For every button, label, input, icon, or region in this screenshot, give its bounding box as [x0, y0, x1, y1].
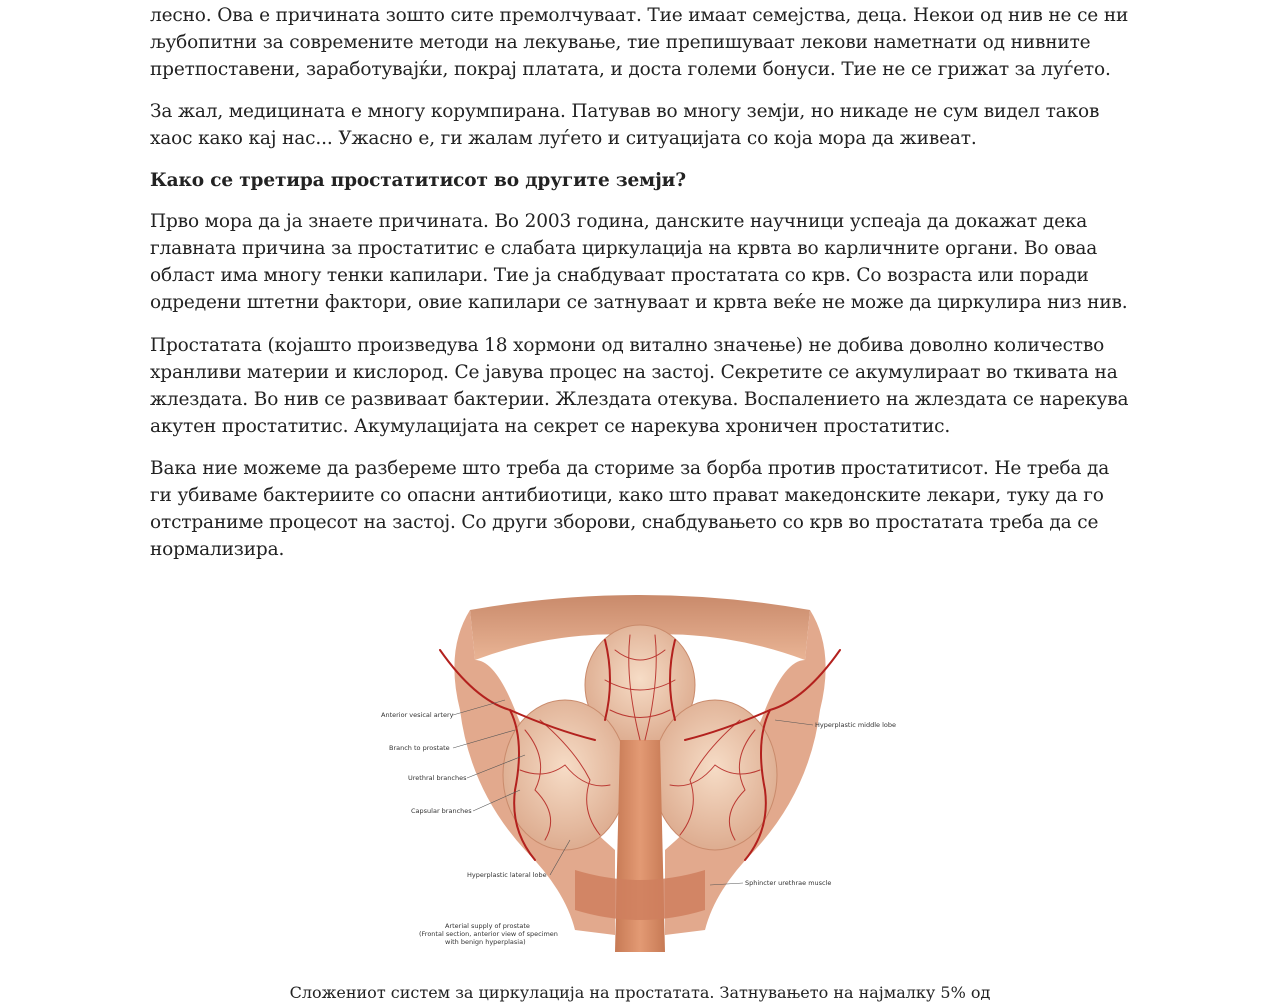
- urethra: [615, 740, 665, 952]
- prostate-anatomy-drawing: [375, 590, 905, 952]
- article-paragraph: Прво мора да ја знаете причината. Во 2003 година, данските научници успеаја да докажат дека главната причина за простатитис е слабата циркулација на крвта во карличните органи. Во оваа област има многу тенки капилари. Тие ја снабдуваат простатата со крв. Со возраста или поради одредени штетни фактори, овие капилари се затнуваат и крвта веќе не може да циркулира низ нив.: [150, 211, 1128, 313]
- label-anterior-vesical-artery: Anterior vesical artery: [381, 711, 454, 719]
- label-hyperplastic-lateral-lobe: Hyperplastic lateral lobe: [467, 871, 547, 879]
- label-hyperplastic-middle-lobe: Hyperplastic middle lobe: [815, 721, 896, 729]
- article-paragraph: лесно. Ова е причината зошто сите премолчуваат. Тие имаат семејства, деца. Некои од нив не се ни љубопитни за современите методи на лекување, тие препишуваат лекови наметнати од нивните претпоставени, заработувајќи, покрај платата, и доста големи бонуси. Тие не се грижат за луѓето.: [150, 5, 1129, 80]
- article-paragraph: Вака ние можеме да разбереме што треба да сториме за борба против простатитисот. Не треба да ги убиваме бактериите со опасни антибиотици, како што прават македонските лекари, туку да го отстраниме процесот на застој. Со други зборови, снабдувањето со крв во простатата треба да се нормализира.: [150, 458, 1110, 560]
- article-paragraph: За жал, медицината е многу корумпирана. Патував во многу земји, но никаде не сум видел таков хаос како кај нас... Ужасно е, ги жалам луѓето и ситуацијата со која мора да живеат.: [150, 101, 1100, 149]
- label-sphincter-urethrae-muscle: Sphincter urethrae muscle: [745, 879, 832, 887]
- article-paragraph: Простатата (којашто произведува 18 хормони од витално значење) не добива доволно количество хранливи материи и кислород. Се јавува процес на застој. Секретите се акумулираат во ткивата на жлездата. Во нив се развиваат бактерии. Жлездата отекува. Воспалението на жлездата се нарекува акутен простатитис. Акумулацијата на секрет се нарекува хроничен простатитис.: [150, 335, 1129, 437]
- right-lateral-lobe: [653, 700, 777, 850]
- section-heading: Како се третира простатитисот во другите земји?: [150, 170, 686, 191]
- prostate-illustration: [375, 590, 905, 952]
- label-branch-to-prostate: Branch to prostate: [389, 744, 450, 752]
- left-lateral-lobe: [503, 700, 627, 850]
- label-urethral-branches: Urethral branches: [408, 774, 467, 782]
- image-caption: Сложениот систем за циркулација на простатата. Затнувањето на најмалку 5% од: [289, 983, 991, 1002]
- figure-caption-line: (Frontal section, anterior view of specimen: [419, 930, 558, 938]
- label-capsular-branches: Capsular branches: [411, 807, 472, 815]
- figure-caption-line: with benign hyperplasia): [445, 938, 526, 946]
- figure-caption-line: Arterial supply of prostate: [445, 922, 530, 930]
